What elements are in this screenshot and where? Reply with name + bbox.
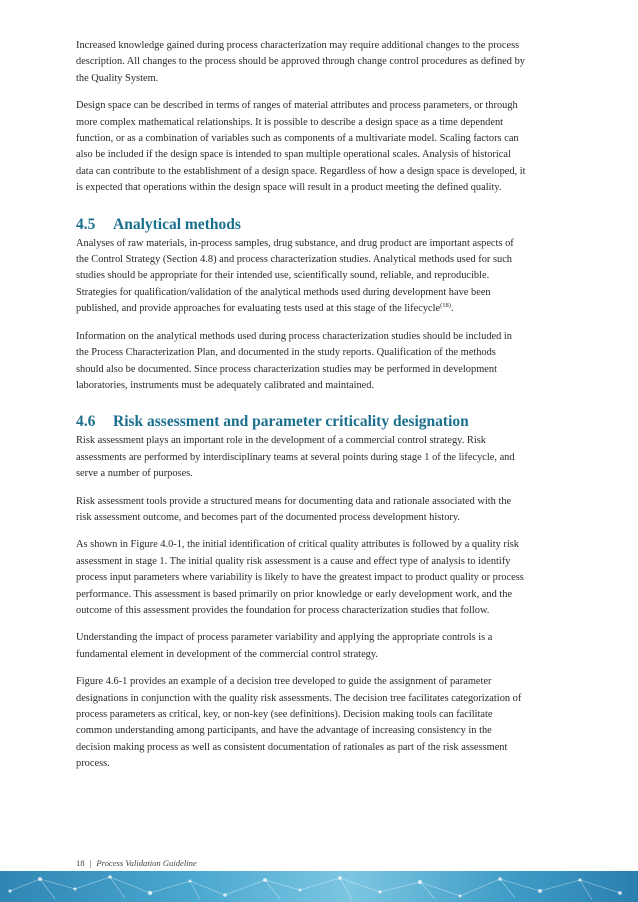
section-number: 4.6	[76, 413, 96, 431]
footer-separator: |	[89, 858, 92, 868]
paragraph-analytical-methods	[76, 236, 526, 318]
molecular-network-pattern	[0, 871, 638, 902]
section-heading-risk-assessment	[76, 412, 526, 432]
paragraph-parameter-variability: Understanding the impact of process parameter variability and applying the appropriate controls is a fundamental element in development of the commercial control strategy.	[76, 632, 493, 660]
paragraph-design-space: Design space can be described in terms of ranges of material attributes and process parameters, or through more complex mathematical relationships. It is possible to describe a design space as a time dependent function, or as a combination of variables such as components of a multivariate model. Scaling factors can also be included if the design space is intended to span multiple operational scales. Analysis of historical data can contribute to the establishment of a design space. Regardless of how a design space is developed, it is expected that operations within the design space will result in a product meeting the defined quality.	[76, 100, 526, 194]
paragraph-decision-tree: Figure 4.6-1 provides an example of a decision tree developed to guide the assignment of parameter designations in conjunction with the quality risk assessments. The decision tree facilitates categorization of process parameters as critical, key, or non-key (see definitions). Decision making tools can facilitate common understanding among participants, and have the advantage of increasing consistency in the decision making process as well as consistent documentation of rationales as part of the risk assessment process.	[76, 676, 522, 770]
paragraph-text: Analyses of raw materials, in-process samples, drug substance, and drug product are important aspects of the Control Strategy (Section 4.8) and process characterization studies. Analytical methods used for such studies should be appropriate for their intended use, scientifically sound, reliable, and reproducible. Strategies for qualification/validation of the analytical methods used during development have been published, and provide approaches for evaluating tests used at this stage of the lifecycle	[76, 237, 514, 315]
page-content	[76, 38, 526, 784]
paragraph-period: .	[450, 303, 454, 315]
section-number: 4.5	[76, 215, 96, 233]
paragraph-risk-role: Risk assessment plays an important role in the development of a commercial control strategy. Risk assessments are performed by interdisciplinary teams at several points during stage 1 of the lifecycle, and serve a number of purposes.	[76, 435, 515, 480]
section-title: Risk assessment and parameter criticality designation	[113, 413, 469, 431]
paragraph-risk-tools: Risk assessment tools provide a structured means for documenting data and rationale associated with the risk assessment outcome, and becomes part of the documented process development history.	[76, 495, 512, 523]
decorative-footer-band	[0, 871, 638, 902]
section-title: Analytical methods	[113, 215, 241, 233]
section-heading-analytical-methods	[76, 215, 526, 235]
footer-document-title: Process Validation Guideline	[96, 858, 197, 868]
paragraph-change-control: Increased knowledge gained during process characterization may require additional changes to the process description. All changes to the process should be approved through change control procedures as defined by the Quality System.	[76, 40, 525, 84]
paragraph-method-documentation: Information on the analytical methods used during process characterization studies should be included in the Process Characterization Plan, and documented in the study reports. Qualification of the methods should also be documented. Since process characterization studies may be performed in development laboratories, instruments must be adequately calibrated and maintained.	[76, 330, 512, 391]
reference-superscript: (18)	[440, 302, 451, 310]
paragraph-initial-identification: As shown in Figure 4.0-1, the initial identification of critical quality attributes is followed by a quality risk assessment in stage 1. The initial quality risk assessment is a cause and effect type of analysis to identify process input parameters where variability is likely to have the greatest impact to product quality or process performance. This assessment is based primarily on prior knowledge or early development work, and the outcome of this assessment provides the foundation for process characterization studies that follow.	[76, 539, 524, 616]
page-footer	[76, 858, 197, 868]
page-number: 18	[76, 858, 85, 868]
